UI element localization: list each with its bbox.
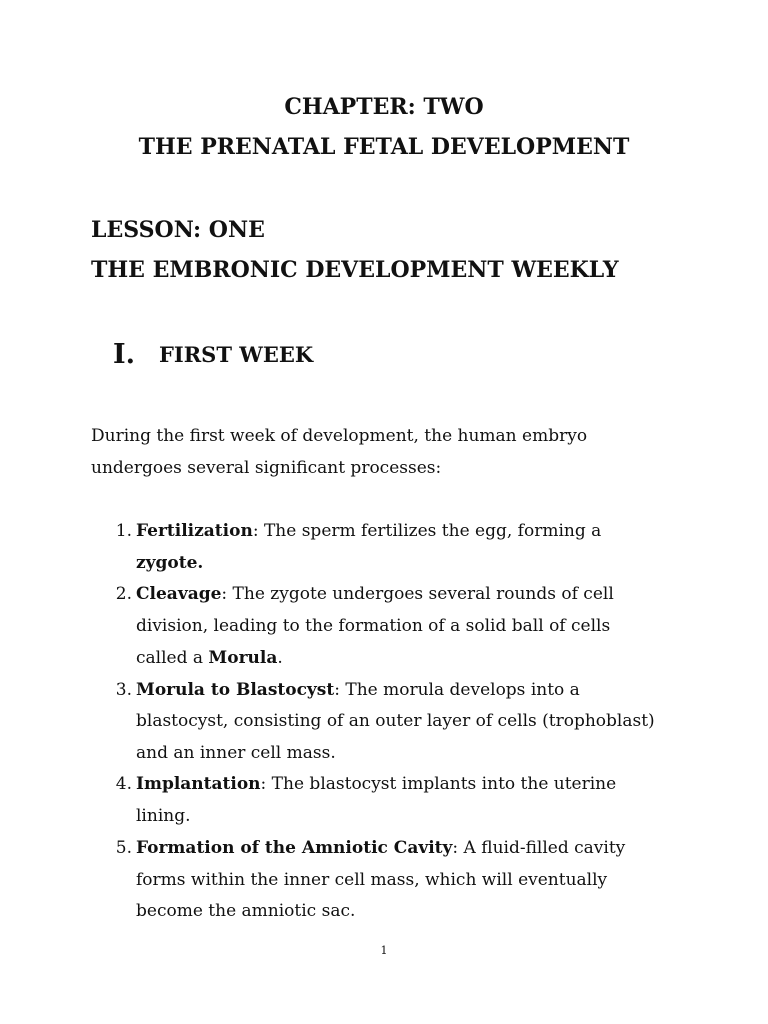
section-title: FIRST WEEK bbox=[159, 342, 314, 367]
list-item-term: Morula to Blastocyst bbox=[136, 680, 335, 700]
list-item-text: : The blastocyst implants into the uterine bbox=[260, 774, 617, 794]
list-item-bold-term: Morula bbox=[208, 648, 278, 668]
intro-line-2: undergoes several significant processes: bbox=[91, 458, 442, 478]
list-item-4-line-2: lining. bbox=[136, 806, 191, 826]
list-item-2-line-3 bbox=[136, 647, 283, 669]
list-item-2-line-2: division, leading to the formation of a solid ball of cells bbox=[136, 616, 611, 636]
list-item-number: 1. bbox=[115, 521, 132, 541]
list-item-text: : A fluid-filled cavity bbox=[452, 838, 626, 858]
list-item-1-line-2: zygote. bbox=[136, 553, 204, 573]
list-item-5-line-1 bbox=[136, 837, 625, 859]
list-item-text: : The morula develops into a bbox=[334, 680, 580, 700]
list-item-5-line-2: forms within the inner cell mass, which will eventually bbox=[136, 870, 608, 890]
list-item-term: Formation of the Amniotic Cavity bbox=[136, 838, 453, 858]
list-item-5-line-3: become the amniotic sac. bbox=[136, 901, 356, 921]
list-item-text: : The zygote undergoes several rounds of cell bbox=[221, 584, 614, 604]
list-item-number: 4. bbox=[115, 774, 132, 794]
list-item-3-line-2: blastocyst, consisting of an outer layer of cells (trophoblast) bbox=[136, 711, 655, 731]
lesson-title: THE EMBRONIC DEVELOPMENT WEEKLY bbox=[91, 257, 619, 283]
list-item-1-line-1 bbox=[136, 520, 601, 542]
list-item-number: 3. bbox=[115, 680, 132, 700]
list-item-number: 5. bbox=[115, 838, 132, 858]
list-item-term: Implantation bbox=[136, 774, 261, 794]
list-item-4-line-1 bbox=[136, 773, 616, 795]
chapter-heading: CHAPTER: TWO bbox=[284, 94, 484, 120]
list-item-2-line-1 bbox=[136, 583, 614, 605]
list-item-term: Cleavage bbox=[136, 584, 222, 604]
chapter-title: THE PRENATAL FETAL DEVELOPMENT bbox=[138, 134, 630, 160]
list-item-3-line-1 bbox=[136, 679, 580, 701]
section-number: I. bbox=[113, 339, 136, 370]
list-item-3-line-3: and an inner cell mass. bbox=[136, 743, 336, 763]
intro-line-1: During the first week of development, the human embryo bbox=[91, 426, 588, 446]
list-item-text: : The sperm fertilizes the egg, forming a bbox=[252, 521, 602, 541]
lesson-heading: LESSON: ONE bbox=[91, 217, 265, 243]
list-item-text: called a bbox=[136, 648, 209, 668]
list-item-number: 2. bbox=[115, 584, 132, 604]
list-item-text: . bbox=[277, 648, 283, 668]
list-item-term: Fertilization bbox=[136, 521, 253, 541]
page-number: 1 bbox=[380, 944, 388, 957]
